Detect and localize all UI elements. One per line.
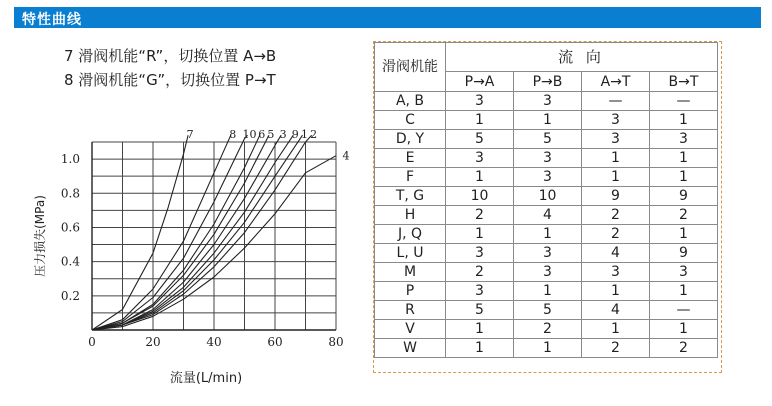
column-header: P→B	[514, 72, 582, 92]
x-axis-label: 流量(L/min)	[169, 371, 243, 386]
table-cell: 3	[446, 282, 514, 301]
table-cell: 1	[446, 168, 514, 187]
x-tick-label: 0	[88, 335, 96, 349]
table-cell: 3	[650, 263, 718, 282]
row-label: R	[375, 301, 446, 320]
table-cell: 2	[446, 263, 514, 282]
table-row	[375, 92, 718, 111]
x-tick-label: 60	[267, 335, 283, 349]
table-cell: 3	[514, 263, 582, 282]
y-tick-label: 0.8	[60, 186, 80, 201]
table-cell: 2	[582, 206, 650, 225]
table-cell: 9	[650, 187, 718, 206]
table-cell: 5	[514, 130, 582, 149]
curve-label-8: 8	[229, 128, 237, 141]
curve-label-3: 3	[279, 128, 287, 141]
table-cell: —	[650, 301, 718, 320]
note-line-7: 7 滑阀机能“R”，切换位置 A→B	[64, 47, 277, 65]
table-cell: 1	[650, 320, 718, 339]
table-cell: 1	[446, 225, 514, 244]
row-label: L, U	[375, 244, 446, 263]
curve-8	[92, 135, 231, 330]
table-cell: 3	[514, 168, 582, 187]
table-row	[375, 206, 718, 225]
table-cell: 5	[514, 301, 582, 320]
y-tick-label: 0.4	[60, 254, 80, 269]
table-cell: 1	[582, 320, 650, 339]
table-cell: 1	[514, 225, 582, 244]
table-cell: 1	[514, 111, 582, 130]
table-cell: 3	[514, 149, 582, 168]
section-header	[14, 7, 761, 28]
table-cell: 2	[582, 339, 650, 358]
curve-6	[92, 135, 260, 330]
table-cell: —	[650, 92, 718, 111]
row-label: F	[375, 168, 446, 187]
table-row	[375, 301, 718, 320]
table-cell: 4	[582, 301, 650, 320]
row-label: W	[375, 339, 446, 358]
table-cell: 3	[514, 92, 582, 111]
table-cell: 1	[446, 339, 514, 358]
table-row	[375, 225, 718, 244]
table-cell: 1	[582, 168, 650, 187]
curve-label-2: 2	[310, 128, 318, 141]
table-cell: 1	[446, 111, 514, 130]
table-cell: 9	[650, 244, 718, 263]
table-row	[375, 244, 718, 263]
row-label: J, Q	[375, 225, 446, 244]
column-header: B→T	[650, 72, 718, 92]
curve-3	[92, 135, 281, 330]
table-cell: 3	[650, 130, 718, 149]
table-cell: 3	[446, 92, 514, 111]
table-cell: 5	[446, 130, 514, 149]
table-corner-label: 滑阀机能	[375, 43, 446, 92]
table-row	[375, 130, 718, 149]
y-tick-label: 1.0	[60, 152, 80, 167]
table-cell: 4	[582, 244, 650, 263]
row-label: C	[375, 111, 446, 130]
table-cell: 1	[650, 149, 718, 168]
table-cell: 1	[446, 320, 514, 339]
table-cell: 10	[446, 187, 514, 206]
table-cell: 3	[582, 263, 650, 282]
curve-2	[92, 135, 312, 330]
table-row	[375, 149, 718, 168]
table-cell: 4	[514, 206, 582, 225]
table-cell: 10	[514, 187, 582, 206]
table-cell: 1	[650, 111, 718, 130]
section-title: 特性曲线	[22, 12, 82, 28]
row-label: D, Y	[375, 130, 446, 149]
row-label: M	[375, 263, 446, 282]
table-group-header: 流 向	[446, 43, 718, 72]
row-label: H	[375, 206, 446, 225]
curve-label-4: 4	[342, 149, 350, 163]
row-label: E	[375, 149, 446, 168]
table-cell: 3	[582, 130, 650, 149]
table-cell: 1	[514, 282, 582, 301]
table-cell: 1	[650, 168, 718, 187]
table-cell: 1	[650, 282, 718, 301]
table-cell: 3	[582, 111, 650, 130]
table-cell: 2	[582, 225, 650, 244]
table-cell: 2	[514, 320, 582, 339]
table-row	[375, 168, 718, 187]
table-cell: 1	[582, 149, 650, 168]
table-row	[375, 320, 718, 339]
row-label: V	[375, 320, 446, 339]
table-cell: 9	[582, 187, 650, 206]
x-tick-label: 20	[145, 335, 161, 349]
table-cell: 2	[650, 206, 718, 225]
notes	[64, 44, 276, 92]
pressure-loss-chart	[0, 110, 370, 400]
x-tick-label: 40	[206, 335, 222, 349]
curve-label-10: 10	[242, 128, 257, 141]
curve-label-5: 5	[267, 128, 275, 141]
table-cell: 1	[514, 339, 582, 358]
y-axis-label: 压力损失(MPa)	[33, 195, 47, 277]
row-label: A, B	[375, 92, 446, 111]
table-row	[375, 339, 718, 358]
table-row	[375, 282, 718, 301]
curve-label-7: 7	[186, 128, 194, 141]
table-cell: 2	[446, 206, 514, 225]
table-cell: 2	[650, 339, 718, 358]
curve-label-9: 9	[291, 128, 299, 141]
flow-table	[374, 42, 718, 358]
table-cell: —	[582, 92, 650, 111]
y-tick-label: 0.6	[60, 220, 80, 235]
column-header: A→T	[582, 72, 650, 92]
table-cell: 1	[582, 282, 650, 301]
table-row	[375, 111, 718, 130]
y-tick-label: 0.2	[60, 288, 80, 303]
table-cell: 3	[446, 149, 514, 168]
curve-label-1: 1	[300, 128, 308, 141]
table-cell: 3	[514, 244, 582, 263]
table-cell: 3	[446, 244, 514, 263]
note-line-8: 8 滑阀机能“G”，切换位置 P→T	[64, 71, 276, 89]
column-header: P→A	[446, 72, 514, 92]
curve-label-6: 6	[258, 128, 266, 141]
table-cell: 1	[650, 225, 718, 244]
table-cell: 5	[446, 301, 514, 320]
x-tick-label: 80	[328, 335, 344, 349]
table-row	[375, 263, 718, 282]
row-label: P	[375, 282, 446, 301]
row-label: T, G	[375, 187, 446, 206]
table-row	[375, 187, 718, 206]
